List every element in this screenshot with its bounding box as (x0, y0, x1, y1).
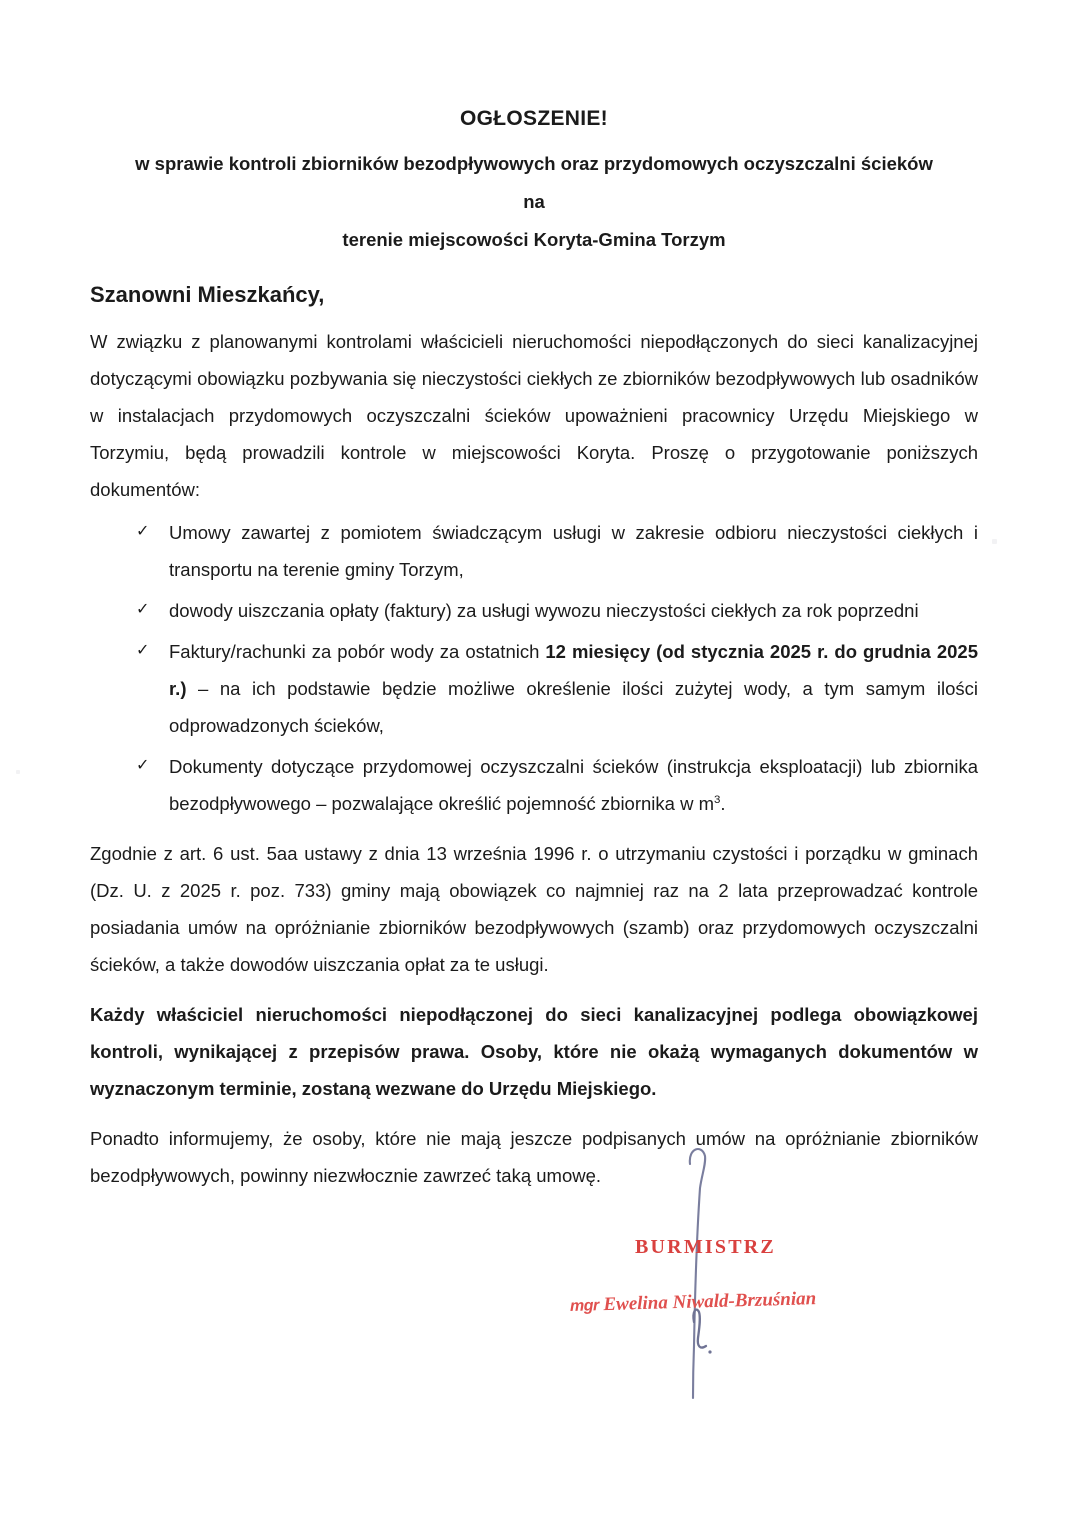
cubic-meter-superscript: 3 (714, 793, 721, 806)
list-item-label-suffix: . (720, 792, 726, 814)
check-icon: ✓ (136, 600, 150, 618)
closing-paragraph: Ponadto informujemy, że osoby, które nie mają jeszcze podpisanych umów na opróżnianie zbiorników bezodpływowych, powinny niezwłocznie zawrzeć taką umowę. (90, 1127, 978, 1186)
greeting-heading: Szanowni Mieszkańcy, (90, 281, 325, 307)
scan-artifact (16, 770, 20, 774)
legal-basis-paragraph: Zgodnie z art. 6 ust. 5aa ustawy z dnia 13 września 1996 r. o utrzymaniu czystości i porządku w gminach (Dz. U. z 2025 r. poz. 733) gminy mają obowiązek co najmniej raz na 2 lata przeprowadzać kontrole posiadania umów na opróżnianie zbiorników bezodpływowych (szamb) oraz przydomowych oczyszczalni ścieków, a także dowodów uiszczania opłat za te usługi. (90, 842, 978, 975)
stamp-name-prefix: mgr (569, 1297, 599, 1315)
check-icon: ✓ (136, 756, 150, 774)
page-title: OGŁOSZENIE! (460, 107, 608, 130)
list-item (136, 748, 978, 822)
page-subtitle (124, 145, 944, 259)
stamp-title: BURMISTRZ (635, 1236, 776, 1258)
intro-paragraph: W związku z planowanymi kontrolami właścicieli nieruchomości niepodłączonych do sieci kanalizacyjnej dotyczącymi obowiązku pozbywania się nieczystości ciekłych ze zbiorników bezodpływowych lub osadników w instalacjach przydomowych oczyszczalni ścieków upoważnieni pracownicy Urzędu Miejskiego w Torzymiu, będą prowadzili kontrole w miejscowości Koryta. Proszę o przygotowanie poniższych dokumentów: (90, 330, 978, 500)
list-item-label-emphasis: 12 miesięcy (od stycznia 2025 r. do grudnia 2025 r.) (169, 640, 978, 699)
signature-block (0, 1140, 1067, 1430)
check-icon: ✓ (136, 522, 150, 540)
list-item-label: Umowy zawartej z pomiotem świadczącym usługi w zakresie odbioru nieczystości ciekłych i transportu na terenie gminy Torzym, (169, 521, 978, 580)
requirements-list (90, 514, 978, 822)
stamp-name (570, 1288, 817, 1317)
subtitle-line-1: w sprawie kontroli zbiorników bezodpływowych oraz przydomowych oczyszczalni ścieków na (135, 153, 933, 213)
pen-signature-stroke (640, 1140, 760, 1410)
stamp-name-value: Ewelina Niwald-Brzuśnian (603, 1288, 817, 1316)
document-body (90, 96, 978, 1194)
check-icon: ✓ (136, 641, 150, 659)
list-item (136, 633, 978, 744)
subtitle-line-2: terenie miejscowości Koryta-Gmina Torzym (342, 229, 726, 251)
list-item-label-suffix: – na ich podstawie będzie możliwe określenie ilości zużytej wody, a tym samym ilości odprowadzonych ścieków, (169, 677, 978, 736)
list-item-label: dowody uiszczania opłaty (faktury) za usługi wywozu nieczystości ciekłych za rok poprzedni (169, 599, 919, 621)
list-item (136, 592, 978, 629)
list-item-label-prefix: Dokumenty dotyczące przydomowej oczyszczalni ścieków (instrukcja eksploatacji) lub zbiornika bezodpływowego – pozwalające określić pojemność zbiornika w m (169, 755, 978, 814)
scan-artifact (992, 539, 997, 544)
emphasis-paragraph: Każdy właściciel nieruchomości niepodłączonej do sieci kanalizacyjnej podlega obowiązkowej kontroli, wynikającej z przepisów prawa. Osoby, które nie okażą wymaganych dokumentów w wyznaczonym terminie, zostaną wezwane do Urzędu Miejskiego. (90, 1003, 978, 1099)
list-item (136, 514, 978, 588)
list-item-label-prefix: Faktury/rachunki za pobór wody za ostatnich (169, 640, 546, 662)
